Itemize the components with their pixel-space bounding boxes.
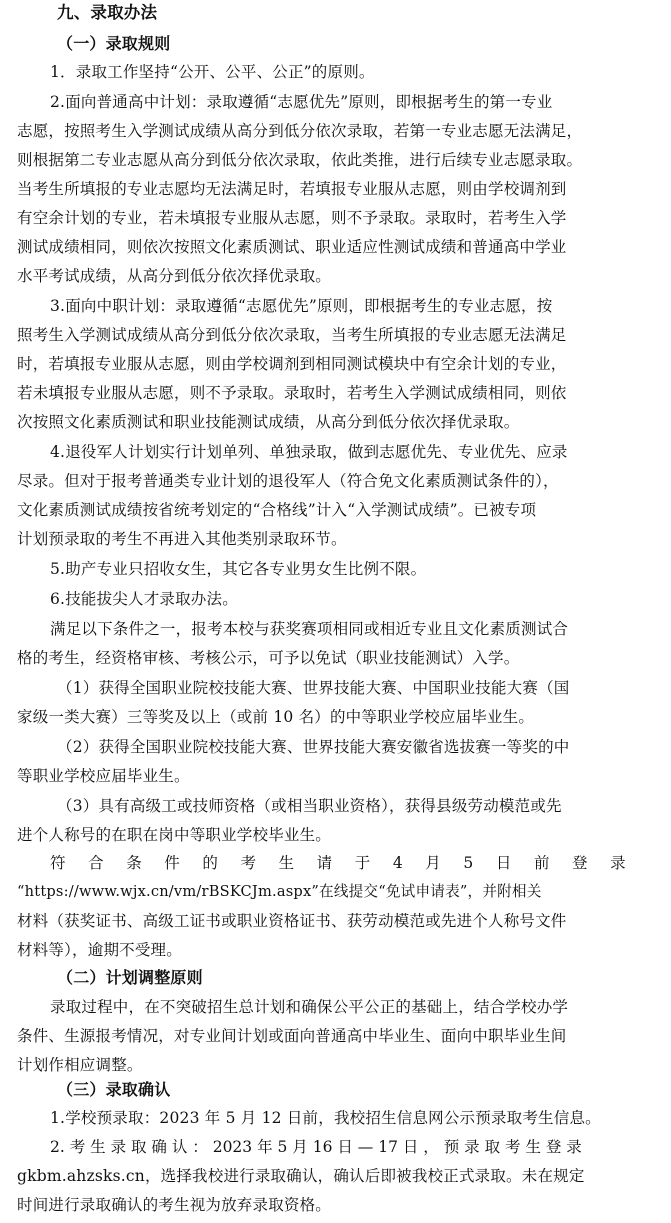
adjustment-line: 条件、生源报考情况，对专业间计划或面向普通高中毕业生、面向中职毕业生间 bbox=[17, 1027, 567, 1045]
word: 于 bbox=[354, 854, 371, 872]
application-instruction-line: “https://www.wjx.cn/vm/rBSKCJm.aspx”在线提交“免试申请表”，并附相关 bbox=[17, 883, 542, 900]
word: 日 bbox=[495, 854, 512, 872]
word: 录 bbox=[610, 854, 626, 872]
subsection-title-rules: （一）录取规则 bbox=[57, 34, 171, 53]
word: 条 bbox=[126, 854, 142, 872]
rule-3-line: 次按照文化素质测试和职业技能测试成绩，从高分到低分依次择优录取。 bbox=[17, 413, 520, 431]
confirmation-item-2-first-line: 2. 考 生 录 取 确 认 ： 2023 年 5 月 16 日 — 17 日 ， 预 录 取 考 生 登 录 bbox=[50, 1138, 582, 1156]
application-instruction-line: 材料等），逾期不受理。 bbox=[17, 941, 182, 959]
rule-2-line: 则根据第二专业志愿从高分到低分依次录取，依此类推，进行后续专业志愿录取。 bbox=[17, 151, 583, 169]
word: 前 bbox=[533, 854, 550, 872]
subsection-title-confirmation: （三）录取确认 bbox=[57, 1080, 171, 1099]
confirmation-item-1: 1.学校预录取：2023 年 5 月 12 日前，我校招生信息网公示预录取考生信息。 bbox=[50, 1109, 601, 1127]
rule-2-line: 当考生所填报的专业志愿均无法满足时，若填报专业服从志愿，则由学校调剂到 bbox=[17, 180, 567, 198]
confirmation-item-2-line: gkbm.ahzsks.cn，选择我校进行录取确认，确认后即被我校正式录取。未在规定 bbox=[17, 1167, 585, 1185]
word: 生 bbox=[278, 854, 295, 872]
condition-2-line: （2）获得全国职业院校技能大赛、世界技能大赛安徽省选拔赛一等奖的中 bbox=[57, 738, 570, 756]
word: 4 bbox=[392, 854, 403, 872]
word: 5 bbox=[463, 854, 474, 872]
rule-4-line: 文化素质测试成绩按省统考划定的“合格线”计入“入学测试成绩”。已被专项 bbox=[17, 501, 537, 519]
rule-3-line: 照考生入学测试成绩从高分到低分依次录取，当考生所填报的专业志愿无法满足 bbox=[17, 326, 567, 344]
rule-6: 6.技能拔尖人才录取办法。 bbox=[50, 590, 238, 608]
rule-2-line: 测试成绩相同，则依次按照文化素质测试、职业适应性测试成绩和普通高中学业 bbox=[17, 238, 567, 256]
rule-2-line: 水平考试成绩，从高分到低分依次择优录取。 bbox=[17, 267, 332, 285]
adjustment-line: 计划作相应调整。 bbox=[17, 1056, 143, 1074]
condition-2-line: 等职业学校应届毕业生。 bbox=[17, 767, 190, 785]
rule-2-line: 有空余计划的专业，若未填报专业服从志愿，则不予录取。录取时，若考生入学 bbox=[17, 209, 567, 227]
rule-3-line: 3.面向中职计划：录取遵循“志愿优先”原则，即根据考生的专业志愿，按 bbox=[50, 297, 553, 315]
condition-3-line: （3）具有高级工或技师资格（或相当职业资格），获得县级劳动模范或先 bbox=[57, 797, 562, 815]
word: 月 bbox=[425, 854, 441, 872]
rule-6-condition-intro: 格的考生，经资格审核、考核公示，可予以免试（职业技能测试）入学。 bbox=[17, 649, 520, 667]
rule-5: 5.助产专业只招收女生，其它各专业男女生比例不限。 bbox=[50, 560, 427, 578]
rule-3-line: 时，若填报专业服从志愿，则由学校调剂到相同测试模块中有空余计划的专业， bbox=[17, 355, 567, 373]
word: 登 bbox=[572, 854, 588, 872]
adjustment-line: 录取过程中，在不突破招生总计划和确保公平公正的基础上，结合学校办学 bbox=[50, 998, 569, 1016]
condition-3-line: 进个人称号的在职在岗中等职业学校毕业生。 bbox=[17, 826, 332, 844]
section-heading: 九、录取办法 bbox=[57, 3, 158, 22]
rule-4-line: 尽录。但对于报考普通类专业计划的退役军人（符合免文化素质测试条件的）， bbox=[17, 472, 559, 490]
rule-6-condition-intro: 满足以下条件之一，报考本校与获奖赛项相同或相近专业且文化素质测试合 bbox=[50, 620, 569, 638]
word: 的 bbox=[202, 854, 219, 872]
word: 合 bbox=[88, 854, 104, 872]
rule-1: 1．录取工作坚持“公开、公平、公正”的原则。 bbox=[50, 63, 375, 81]
application-instruction-first-line bbox=[50, 852, 626, 874]
rule-2-line: 2.面向普通高中计划：录取遵循“志愿优先”原则，即根据考生的第一专业 bbox=[50, 93, 553, 111]
rule-4-line: 4.退役军人计划实行计划单列、单独录取，做到志愿优先、专业优先、应录 bbox=[50, 443, 568, 461]
rule-2-line: 志愿，按照考生入学测试成绩从高分到低分依次录取，若第一专业志愿无法满足， bbox=[17, 122, 583, 140]
confirmation-item-2-line: 时间进行录取确认的考生视为放弃录取资格。 bbox=[17, 1196, 332, 1214]
application-instruction-line: 材料（获奖证书、高级工证书或职业资格证书、获劳动模范或先进个人称号文件 bbox=[17, 912, 567, 930]
word: 符 bbox=[50, 854, 66, 872]
condition-1-line: （1）获得全国职业院校技能大赛、世界技能大赛、中国职业技能大赛（国 bbox=[57, 679, 570, 697]
condition-1-line: 家级一类大赛）三等奖及以上（或前 10 名）的中等职业学校应届毕业生。 bbox=[17, 708, 535, 726]
word: 考 bbox=[240, 854, 257, 872]
rule-4-line: 计划预录取的考生不再进入其他类别录取环节。 bbox=[17, 530, 347, 548]
word: 件 bbox=[164, 854, 180, 872]
subsection-title-adjustment: （二）计划调整原则 bbox=[57, 968, 203, 987]
word: 请 bbox=[316, 854, 333, 872]
rule-3-line: 若未填报专业服从志愿，则不予录取。录取时，若考生入学测试成绩相同，则依 bbox=[17, 384, 567, 402]
